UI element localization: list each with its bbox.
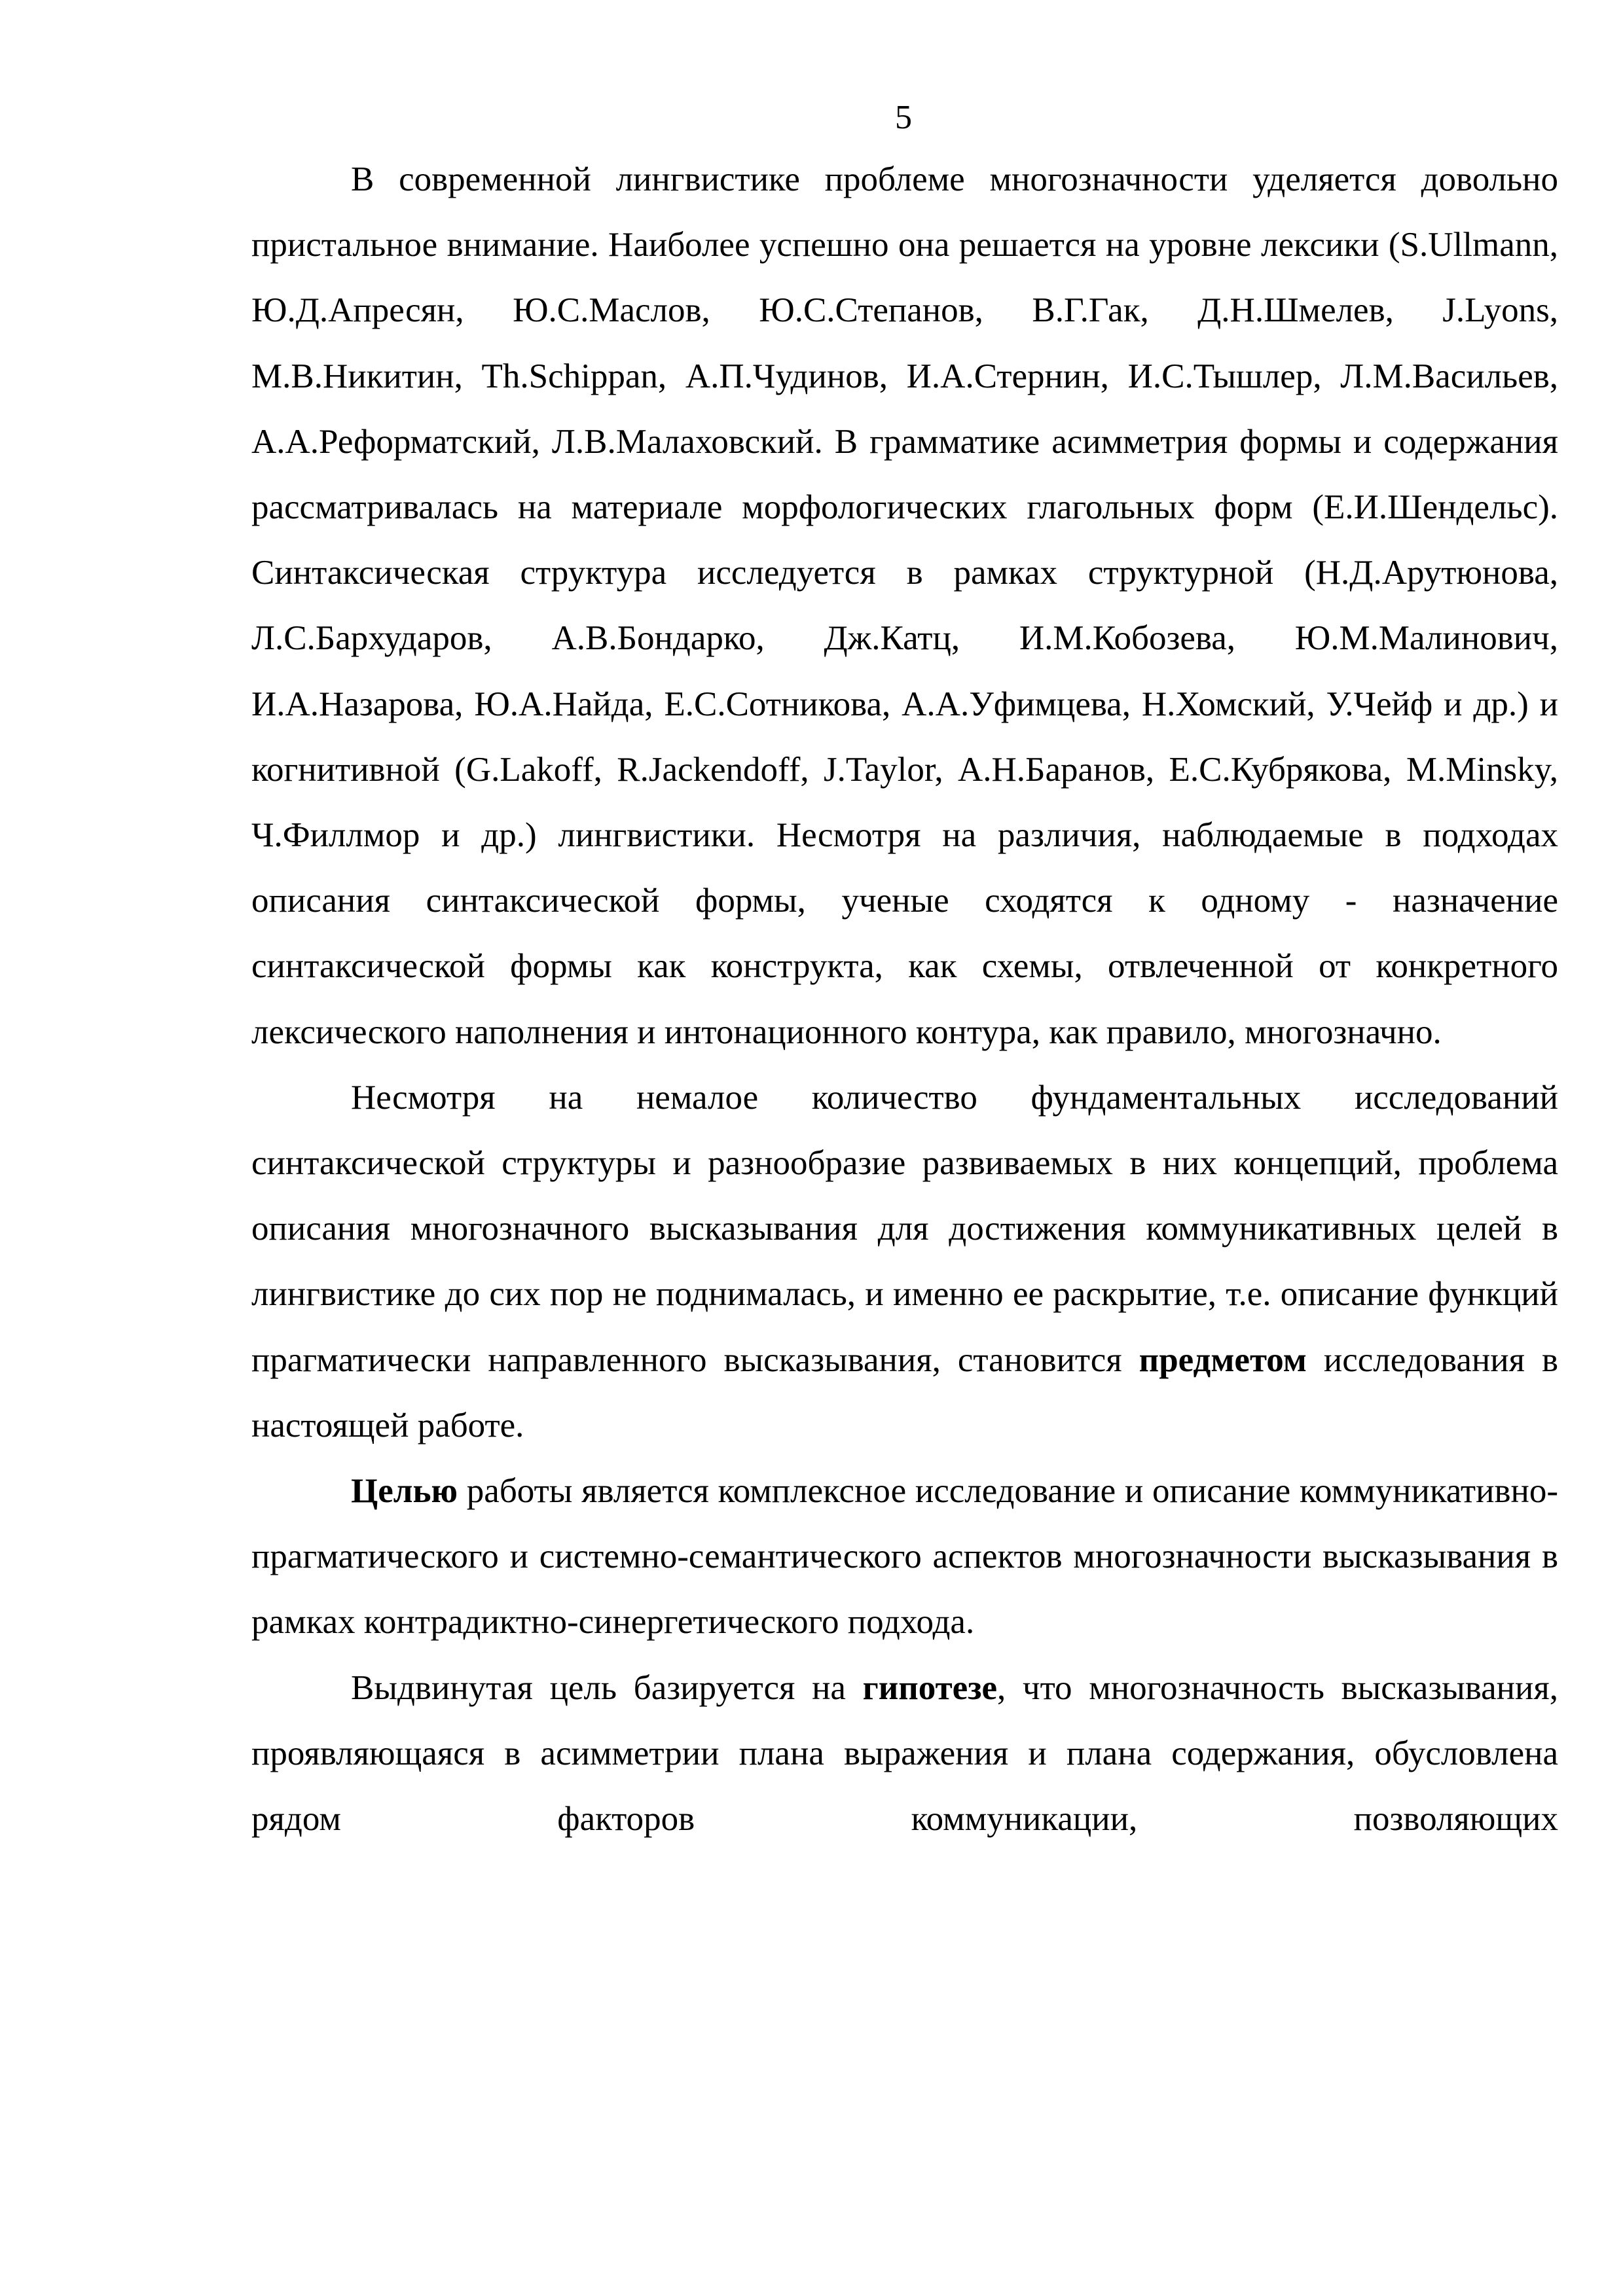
text-line: морфологических глагольных форм (Е.И.Шендельс). Синтаксическая структура (251, 488, 1558, 592)
text-line: когнитивной (G.Lakoff, R.Jackendoff, J.Taylor, А.Н.Баранов, Е.С.Кубрякова, (251, 750, 1392, 789)
document-body (251, 147, 1558, 1852)
text-run: Выдвинутая цель базируется на (351, 1668, 846, 1707)
paragraph-4 (251, 1655, 1558, 1852)
bold-term-hypothesis: гипотезе (862, 1668, 997, 1707)
text-line: конкретного лексического наполнения и интонационного контура, как правило, (251, 947, 1559, 1051)
paragraph-2 (251, 1065, 1558, 1458)
page-number: 5 (895, 99, 912, 136)
text-line: в подходах описания синтаксической формы, ученые сходятся к одному - (251, 816, 1558, 920)
text-line: M.Minsky, Ч.Филлмор и др.) лингвистики. Несмотря на различия, наблюдаемые (251, 750, 1558, 855)
text-line: И.С.Тышлер, Л.М.Васильев, А.А.Реформатский, Л.В.Малаховский. В (251, 357, 1558, 461)
text-line: Ю.А.Найда, Е.С.Сотникова, А.А.Уфимцева, Н.Хомский, У.Чейф и др.) и (474, 685, 1558, 723)
text-line: исследуется в рамках структурной (Н.Д.Арутюнова, Л.С.Бархударов, (251, 554, 1558, 658)
text-run: Несмотря на немалое количество фундаментальных исследований синтаксической структуры и разнообразие развиваемых в них концепций, проблема описания многозначного высказывания для достижения коммуникативных целей в лингвистике до сих пор не поднималась, и именно ее раскрытие, т.е. описание функций прагматически направленного высказывания, становится (251, 1078, 1558, 1379)
text-line: довольно пристальное внимание. Наиболее успешно она решается на уровне (251, 160, 1559, 264)
text-run: работы является комплексное исследование и описание коммуникативно-прагматического и системно-семантического аспектов многозначности высказывания в рамках контрадиктно-синергетического подхода. (251, 1472, 1558, 1641)
text-line: В современной лингвистике проблеме многозначности уделяется (351, 160, 1396, 198)
text-run: , что многозначность высказывания, проявляющаяся в асимметрии плана выражения и плана содержания, обусловлена рядом факторов коммуникации, позволяющих (251, 1668, 1558, 1839)
paragraph-3 (251, 1458, 1558, 1655)
text-line: многозначно. (1245, 1013, 1442, 1051)
text-line: А.В.Бондарко, Дж.Катц, И.М.Кобозева, Ю.М.Малинович, И.А.Назарова, (251, 619, 1558, 723)
paragraph-1 (251, 147, 1558, 1065)
text-line: грамматике асимметрия формы и содержания рассматривалась на материале (251, 422, 1559, 527)
text-line: Д.Н.Шмелев, J.Lyons, М.В.Никитин, Th.Schippan, А.П.Чудинов, И.А.Стернин, (251, 291, 1558, 395)
text-line: назначение синтаксической формы как конструкта, как схемы, отвлеченной от (251, 882, 1558, 986)
bold-term-subject: предметом (1139, 1340, 1307, 1379)
bold-term-goal: Целью (351, 1472, 458, 1511)
text-run: исследования в настоящей работе. (251, 1340, 1559, 1444)
text-line: лексики (S.Ullmann, Ю.Д.Апресян, Ю.С.Маслов, Ю.С.Степанов, В.Г.Гак, (251, 226, 1558, 330)
